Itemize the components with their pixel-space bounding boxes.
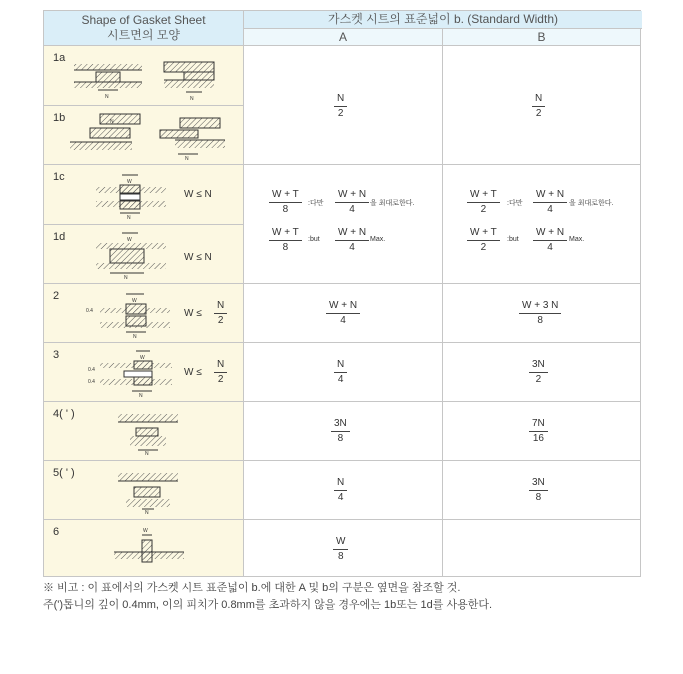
shape-row-1d [44,225,244,284]
row-label: 5( ' ) [53,467,75,479]
formula-1d-a-right: $\frac{W + N}{4}$ [335,227,369,254]
header-shape-ko: 시트면의 모양 [107,28,180,42]
diagram-2 [86,292,170,338]
diagram-1a [74,60,234,104]
note-1c-a-mid: :다만 [308,200,324,207]
diagram-letter-n: N [139,393,143,399]
formula-3-a: $\frac{N}{4}$ [334,359,347,386]
formula-1ab-a: $\frac{N}{2}$ [334,93,347,120]
diagram-1c [96,173,166,219]
gasket-width-table [43,10,641,577]
note-1c-b-tail: 을 최대로한다. [569,200,614,207]
dimension-0-4: 0.4 [86,308,93,314]
row-label: 1d [53,231,66,243]
condition-1c: W ≤ N [184,189,212,200]
shape-row-3 [44,343,244,402]
value-cell-2-b [443,284,640,343]
note-1d-a-mid: :but [308,236,320,243]
value-cell-1ab-b [443,46,640,165]
formula-1d-b-left: $\frac{W + T}{2}$ [467,227,500,254]
diagram-letter-n: N [133,334,137,340]
formula-6-a: $\frac{W}{8}$ [333,536,348,563]
header-shape-cell [44,11,244,46]
diagram-1b [70,114,234,160]
condition-1d: W ≤ N [184,252,212,263]
note-1c-b-mid: :다만 [507,200,523,207]
shape-row-1c [44,165,244,225]
formula-4-b: $\frac{7N}{16}$ [529,418,548,445]
diagram-letter-w: W [143,528,148,534]
value-cell-3-a [244,343,443,402]
diagram-letter-n: N [110,119,114,125]
row-label: 1a [53,52,66,64]
shape-row-6 [44,520,244,576]
value-cell-1ab-a [244,46,443,165]
diagram-6 [114,526,184,572]
value-cell-6-b [443,520,640,576]
condition-2-prefix: W ≤ [184,308,202,319]
shape-row-1b [44,106,244,165]
diagram-letter-n: N [127,215,131,221]
formula-2-a: $\frac{W + N}{4}$ [326,300,360,327]
value-cell-6-a [244,520,443,576]
diagram-letter-n: N [145,451,149,457]
condition-3-fraction: $\frac{N}{2}$ [214,359,227,386]
diagram-letter-w: W [140,355,145,361]
dimension-0-4-top: 0.4 [88,367,95,373]
note-1d-b-tail: Max. [569,236,585,243]
diagram-1d [96,231,166,279]
footnote-remark: ※ 비고 : 이 표에서의 가스켓 시트 표준넓이 b.에 대한 A 및 b의 구분은 옆면을 참조할 것. [43,582,461,594]
row-label: 2 [53,290,60,302]
header-col-a: A [244,29,443,46]
diagram-letter-n: N [105,94,109,100]
value-cell-1cd-b [443,165,640,284]
row-label: 1c [53,171,65,183]
diagram-5 [110,473,190,516]
diagram-3 [88,349,172,397]
note-1c-a-tail: 을 최대로한다. [370,200,415,207]
formula-1c-a-left: $\frac{W + T}{8}$ [269,189,302,216]
formula-1d-b-right: $\frac{W + N}{4}$ [533,227,567,254]
row-label: 4( ' ) [53,408,75,420]
note-1d-a-tail: Max. [370,236,386,243]
value-cell-2-a [244,284,443,343]
shape-row-5 [44,461,244,520]
dimension-0-4-bottom: 0.4 [88,379,95,385]
shape-row-4 [44,402,244,461]
formula-3-b: $\frac{3N}{2}$ [529,359,548,386]
formula-2-b: $\frac{W + 3 N}{8}$ [519,300,561,327]
row-label: 1b [53,112,66,124]
formula-5-a: $\frac{N}{4}$ [334,477,347,504]
diagram-4 [110,414,190,457]
formula-1ab-b: $\frac{N}{2}$ [532,93,545,120]
formula-4-a: $\frac{3N}{8}$ [331,418,350,445]
formula-1c-b-left: $\frac{W + T}{2}$ [467,189,500,216]
diagram-letter-w: W [127,179,132,185]
header-col-b: B [443,29,640,46]
diagram-letter-w: W [127,237,132,243]
row-label: 6 [53,526,60,538]
formula-5-b: $\frac{3N}{8}$ [529,477,548,504]
value-cell-5-a [244,461,443,520]
value-cell-1cd-a [244,165,443,284]
diagram-letter-n: N [124,275,128,281]
shape-row-1a [44,46,244,106]
diagram-letter-n: N [185,156,189,162]
footnote-note: 주(')톱니의 깊이 0.4mm, 이의 피치가 0.8mm를 초과하지 않을 경우에는 1b또는 1d를 사용한다. [43,599,493,611]
value-cell-5-b [443,461,640,520]
formula-1c-a-right: $\frac{W + N}{4}$ [335,189,369,216]
value-cell-4-b [443,402,640,461]
condition-2-fraction: $\frac{N}{2}$ [214,300,227,327]
formula-1d-a-left: $\frac{W + T}{8}$ [269,227,302,254]
value-cell-3-b [443,343,640,402]
formula-1c-b-right: $\frac{W + N}{4}$ [533,189,567,216]
header-standard-width: 가스켓 시트의 표준넓이 b. (Standard Width) [244,11,642,29]
note-1d-b-mid: :but [507,236,519,243]
header-shape-en: Shape of Gasket Sheet [81,13,206,27]
condition-3-prefix: W ≤ [184,367,202,378]
diagram-letter-n: N [190,96,194,102]
diagram-letter-w: W [132,298,137,304]
value-cell-4-a [244,402,443,461]
diagram-letter-n: N [145,510,149,516]
shape-row-2 [44,284,244,343]
row-label: 3 [53,349,60,361]
